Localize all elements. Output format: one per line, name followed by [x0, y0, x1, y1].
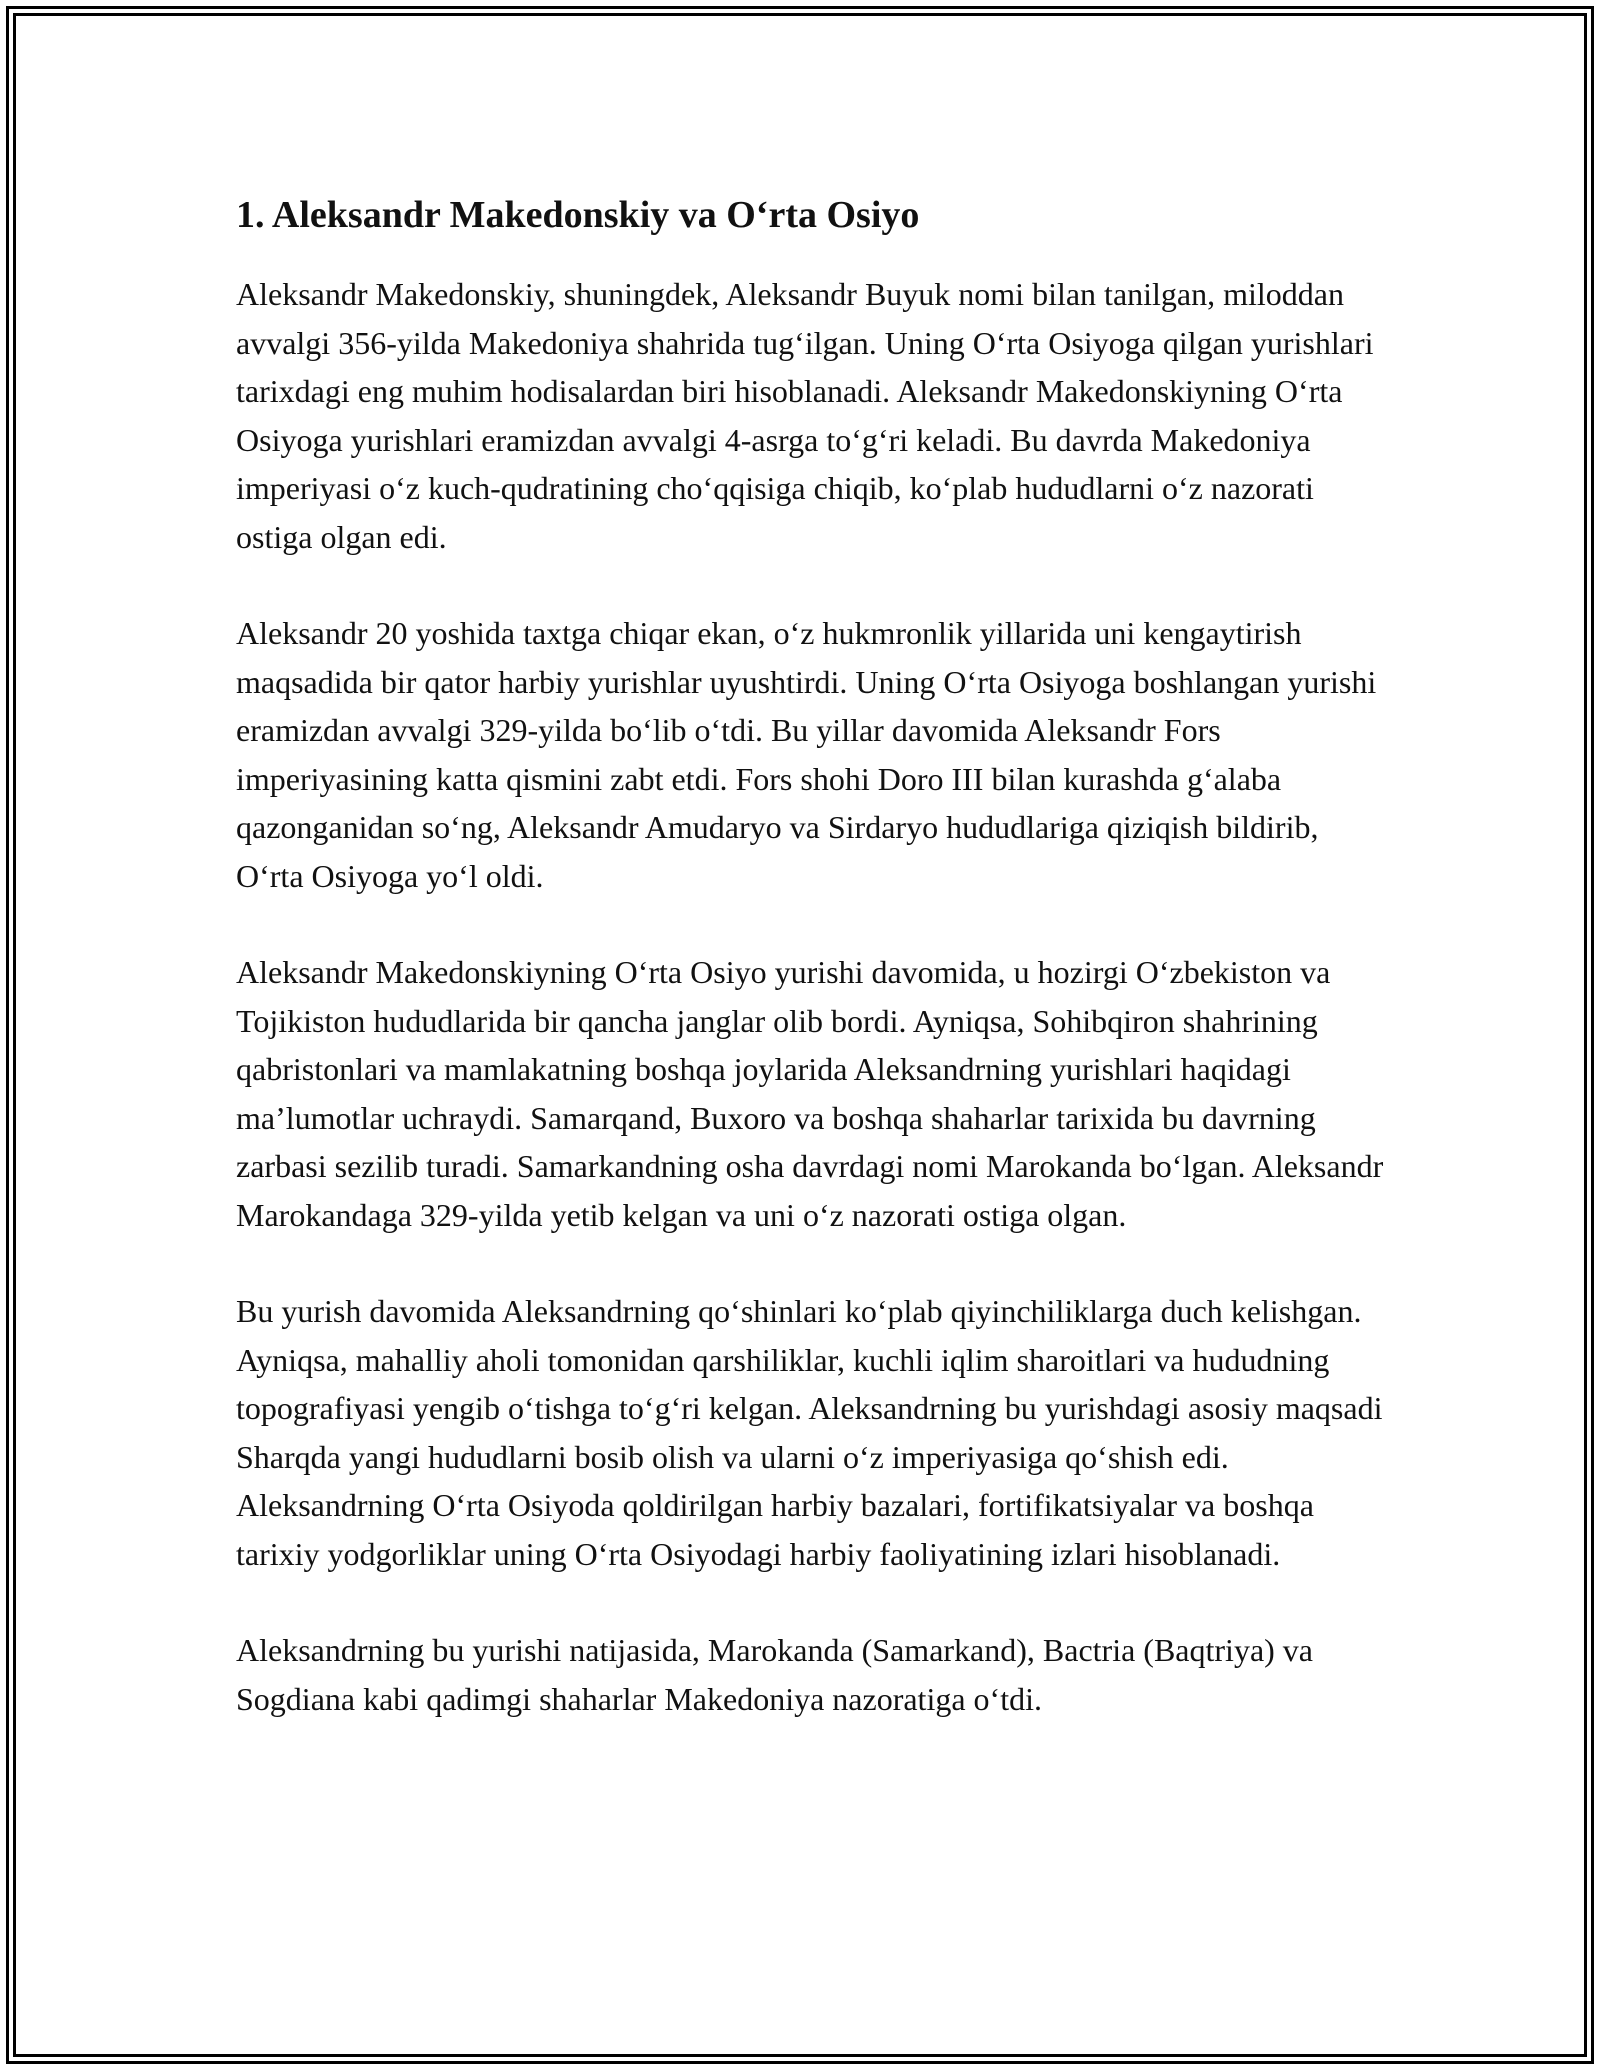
- paragraph: Aleksandr 20 yoshida taxtga chiqar ekan, o‘z hukmronlik yillarida uni kengaytirish maqsadida bir qator harbiy yurishlar uyushtirdi. Uning O‘rta Osiyoga boshlangan yurishi eramizdan avvalgi 329-yilda bo‘lib o‘tdi. Bu yillar davomida Aleksandr Fors imperiyasining katta qismini zabt etdi. Fors shohi Doro III bilan kurashda g‘alaba qazonganidan so‘ng, Aleksandr Amudaryo va Sirdaryo hududlariga qiziqish bildirib, O‘rta Osiyoga yo‘l oldi.: [236, 615, 1377, 894]
- document-title: 1. Aleksandr Makedonskiy va O‘rta Osiyo: [236, 194, 920, 236]
- paragraph: Bu yurish davomida Aleksandrning qo‘shinlari ko‘plab qiyinchiliklarga duch kelishgan. Ayniqsa, mahalliy aholi tomonidan qarshiliklar, kuchli iqlim sharoitlari va hududning topografiyasi yengib o‘tishga to‘g‘ri kelgan. Aleksandrning bu yurishdagi asosiy maqsadi Sharqda yangi hududlarni bosib olish va ularni o‘z imperiyasiga qo‘shish edi. Aleksandrning O‘rta Osiyoda qoldirilgan harbiy bazalari, fortifikatsiyalar va boshqa tarixiy yodgorliklar uning O‘rta Osiyodagi harbiy faoliyatining izlari hisoblanadi.: [236, 1293, 1383, 1572]
- paragraph: Aleksandr Makedonskiyning O‘rta Osiyo yurishi davomida, u hozirgi O‘zbekiston va Tojikiston hududlarida bir qancha janglar olib bordi. Ayniqsa, Sohibqiron shahrining qabristonlari va mamlakatning boshqa joylarida Aleksandrning yurishlari haqidagi ma’lumotlar uchraydi. Samarqand, Buxoro va boshqa shaharlar tarixida bu davrning zarbasi sezilib turadi. Samarkandning osha davrdagi nomi Marokanda bo‘lgan. Aleksandr Marokandaga 329-yilda yetib kelgan va uni o‘z nazorati ostiga olgan.: [236, 954, 1384, 1233]
- paragraph: Aleksandr Makedonskiy, shuningdek, Aleksandr Buyuk nomi bilan tanilgan, miloddan avvalgi 356-yilda Makedoniya shahrida tug‘ilgan. Uning O‘rta Osiyoga qilgan yurishlari tarixdagi eng muhim hodisalardan biri hisoblanadi. Aleksandr Makedonskiyning O‘rta Osiyoga yurishlari eramizdan avvalgi 4-asrga to‘g‘ri keladi. Bu davrda Makedoniya imperiyasi o‘z kuch-qudratining cho‘qqisiga chiqib, ko‘plab hududlarni o‘z nazorati ostiga olgan edi.: [236, 276, 1374, 555]
- document-body: [236, 180, 1386, 1723]
- paragraph: Aleksandrning bu yurishi natijasida, Marokanda (Samarkand), Bactria (Baqtriya) va Sogdiana kabi qadimgi shaharlar Makedoniya nazoratiga o‘tdi.: [236, 1632, 1313, 1717]
